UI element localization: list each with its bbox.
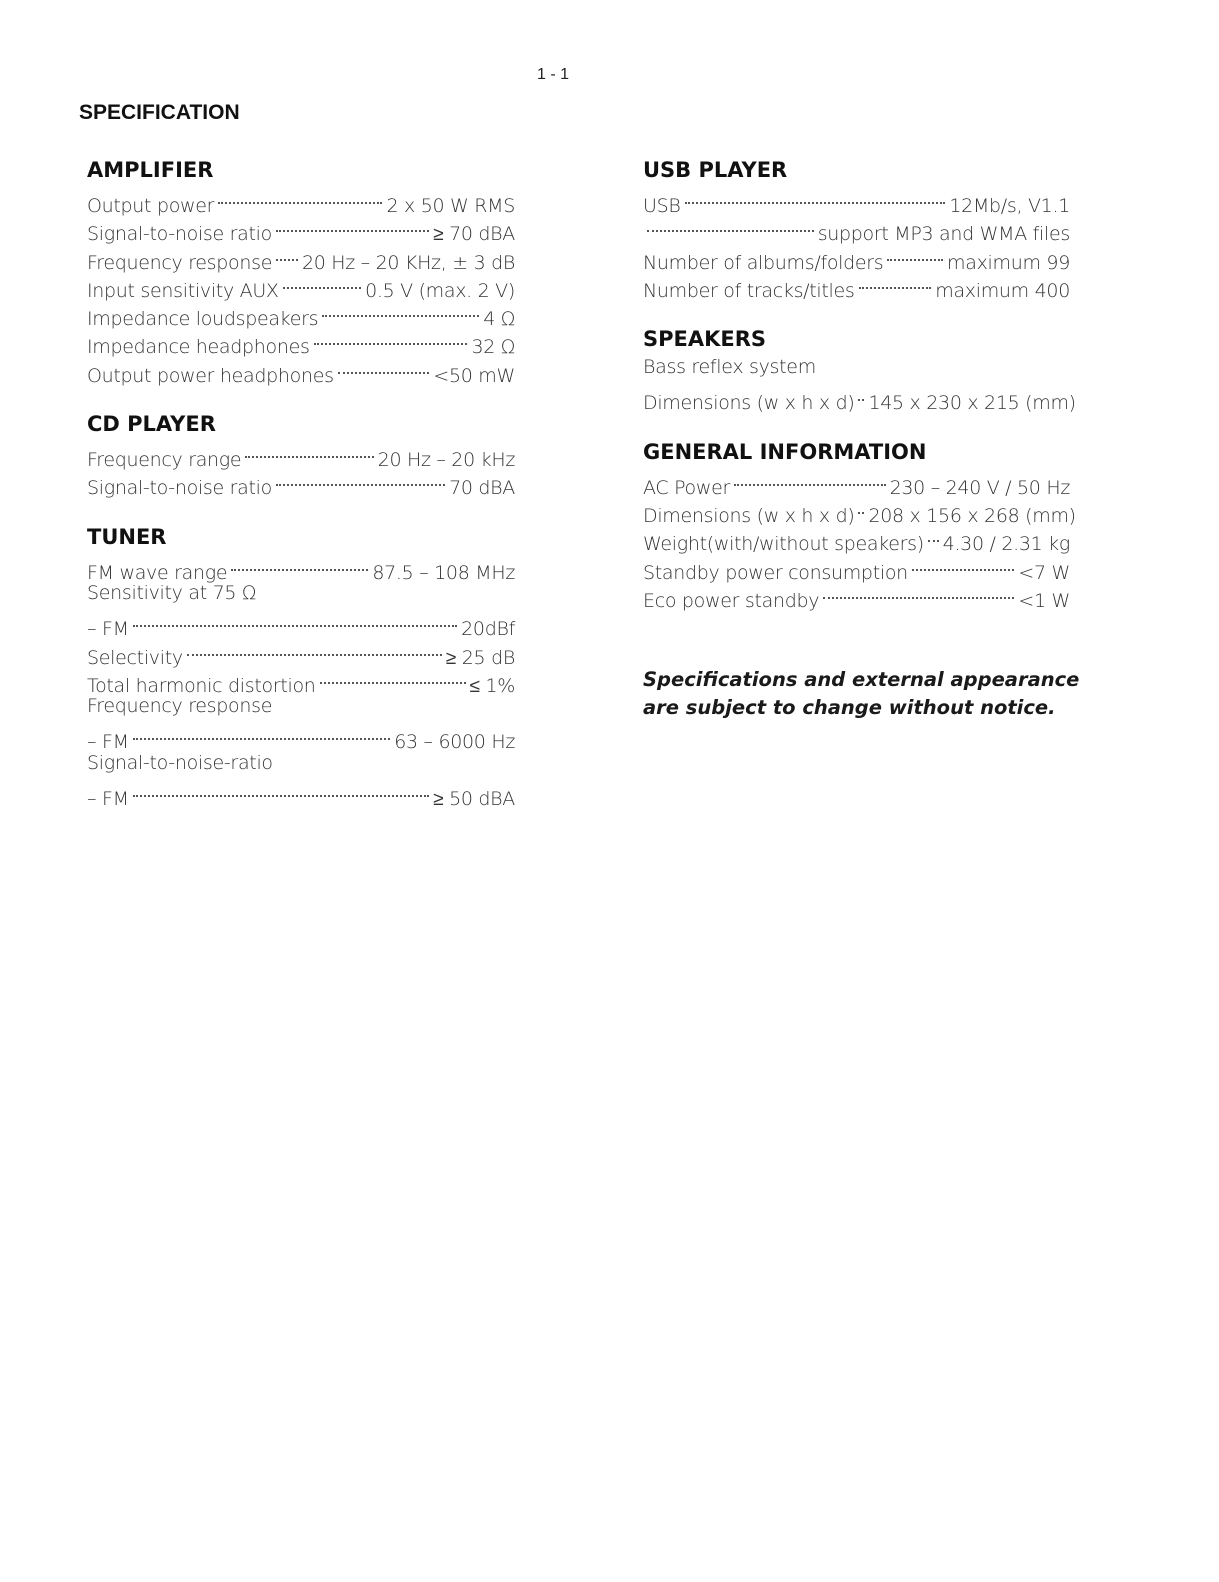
spec-value: 63 – 6000 Hz [394,731,515,754]
dot-leader [685,184,946,212]
spec-value: <1 W [1018,589,1070,612]
spec-label: Bass reflex system [643,356,816,379]
spec-label: Signal-to-noise-ratio [87,751,273,774]
section-heading: TUNER [87,524,167,549]
dot-leader [133,607,457,635]
spec-value: ≤ 1% [469,674,515,697]
spec-value: 4.30 / 2.31 kg [942,533,1070,556]
spec-label: Number of tracks/titles [643,279,855,302]
spec-row [643,353,1070,381]
spec-row [87,777,515,811]
dot-leader [823,579,1014,607]
dot-leader [887,241,943,269]
spec-value: <7 W [1018,561,1070,584]
spec-row [643,466,1070,499]
spec-label: FM wave range [87,561,228,584]
section-heading: USB PLAYER [643,158,788,182]
spec-label: Sensitivity at 75 Ω [87,581,257,604]
change-notice: Specifications and external appearance are subject to change without notice. [643,668,1080,719]
spec-label: Signal-to-noise ratio [87,223,272,246]
spec-label: Dimensions (w x h x d) [643,505,855,528]
dot-leader [912,551,1014,579]
spec-label: Selectivity [87,646,183,669]
spec-row [643,184,1070,217]
dot-leader [276,212,429,240]
spec-value: 12Mb/s, V1.1 [949,195,1070,217]
spec-row [87,551,515,584]
spec-value: 20 Hz – 20 kHz [377,449,515,472]
right-spec-column [643,156,1076,635]
spec-section-usb-player [643,156,1070,302]
spec-value: 0.5 V (max. 2 V) [365,279,515,302]
spec-label: Impedance loudspeakers [87,308,319,331]
dot-leader [858,381,864,409]
spec-label: Total harmonic distortion [87,674,316,697]
spec-value: 87.5 – 108 MHz [372,561,515,584]
dot-leader [314,325,468,353]
page-number: 1 - 1 [537,66,570,83]
spec-section-cd-player [87,410,515,500]
spec-value: 230 – 240 V / 50 Hz [889,476,1070,499]
dot-leader [338,354,430,382]
spec-label: USB [643,195,681,217]
spec-value: ≥ 25 dB [445,646,515,669]
spec-label: Frequency response [87,251,273,274]
spec-value: 145 x 230 x 215 (mm) [868,392,1076,415]
dot-leader [133,720,391,748]
spec-value: maximum 400 [935,279,1070,302]
page-title: SPECIFICATION [79,101,240,124]
spec-label: Dimensions (w x h x d) [643,392,855,415]
section-heading: GENERAL INFORMATION [643,439,927,464]
spec-value: 20 Hz – 20 KHz, ± 3 dB [301,251,515,274]
dot-leader [276,466,445,494]
dot-leader [734,466,886,494]
dot-leader [858,494,864,522]
dot-leader [283,269,361,297]
section-heading: SPEAKERS [643,327,767,352]
spec-label: Output power headphones [87,364,334,387]
dot-leader [322,297,479,325]
spec-label: Frequency response [87,695,273,718]
spec-label: Frequency range [87,449,242,472]
spec-row [87,607,515,641]
dot-leader [218,184,382,212]
spec-section-amplifier [87,156,515,387]
spec-label: Impedance headphones [87,336,310,359]
spec-value: 70 dBA [449,477,515,500]
spec-section-tuner [87,523,515,811]
dot-leader [859,269,932,297]
spec-label: Standby power consumption [643,561,908,584]
dot-leader [187,636,442,664]
spec-value: 20dBf [461,618,515,641]
spec-label: Output power [87,195,215,217]
spec-row [643,381,1076,415]
dot-leader [276,241,298,269]
spec-value: ≥ 70 dBA [433,223,515,246]
spec-label: – FM [87,731,129,754]
dot-leader [320,664,466,692]
spec-value: 2 x 50 W RMS [386,195,515,217]
spec-section-general-information [643,438,1076,612]
spec-value: support MP3 and WMA files [817,223,1070,246]
dot-leader [231,551,368,579]
spec-value: maximum 99 [947,251,1070,274]
section-heading: CD PLAYER [87,412,216,437]
spec-label: Input sensitivity AUX [87,279,279,302]
spec-value: <50 mW [433,364,515,387]
spec-label: Signal-to-noise ratio [87,477,272,500]
dot-leader [133,777,430,805]
spec-value: 4 Ω [483,308,515,331]
spec-label: AC Power [643,476,731,499]
spec-label: Weight(with/without speakers) [643,533,924,556]
spec-value: 208 x 156 x 268 (mm) [868,505,1076,528]
spec-label: Number of albums/folders [643,251,884,274]
spec-value: 32 Ω [471,336,515,359]
spec-label: – FM [87,788,129,811]
dot-leader [647,212,814,240]
spec-value: ≥ 50 dBA [433,788,515,811]
spec-section-speakers [643,325,1076,415]
section-heading: AMPLIFIER [87,158,214,182]
spec-row [87,184,515,217]
spec-label: Eco power standby [643,589,820,612]
spec-row [87,438,515,472]
dot-leader [928,522,939,550]
left-spec-column [87,156,515,833]
dot-leader [245,438,373,466]
spec-row [87,720,515,754]
spec-label: – FM [87,618,129,641]
spec-row [87,636,515,669]
